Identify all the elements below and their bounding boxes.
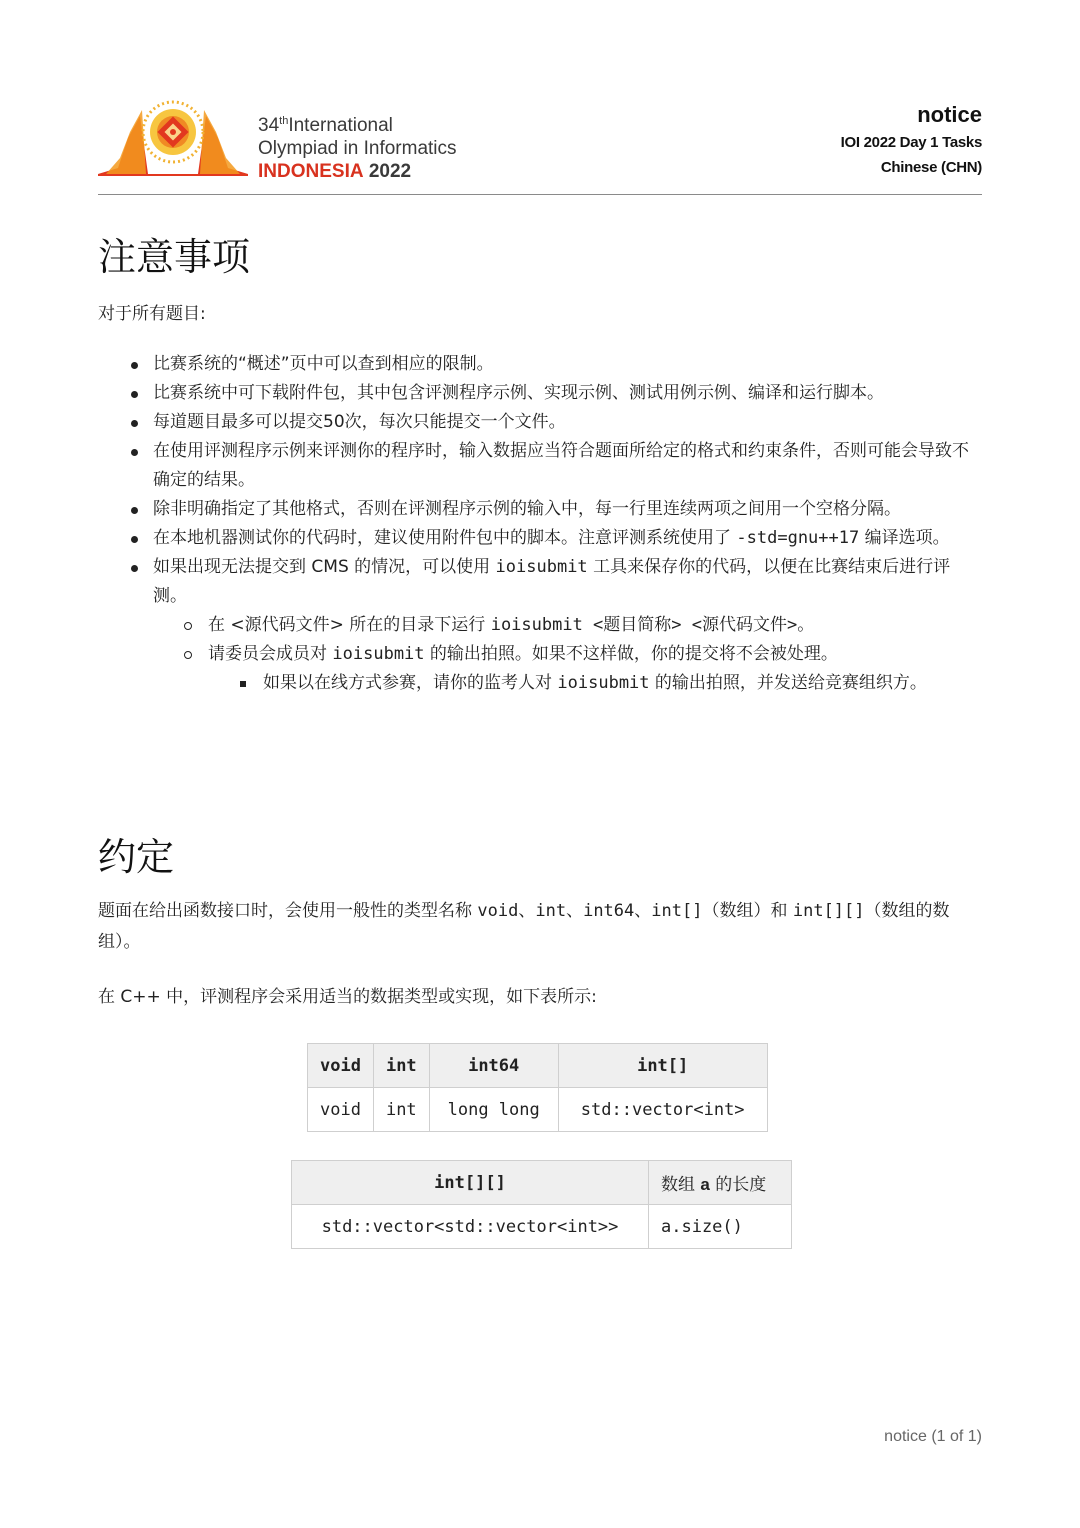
list-item: 比赛系统的“概述”页中可以查到相应的限制。 <box>98 350 982 379</box>
table-cell: int <box>373 1088 429 1132</box>
table-header-cell: int[][] <box>292 1161 649 1205</box>
table-row <box>292 1205 792 1249</box>
notes-list <box>98 350 982 698</box>
document-page <box>98 0 982 1528</box>
table-cell: void <box>308 1088 374 1132</box>
table-cell: std::vector<std::vector<int>> <box>292 1205 649 1249</box>
sub-list-item: 请委员会成员对 ioisubmit 的输出拍照。如果不这样做，你的提交将不会被处理。 如果以在线方式参赛，请你的监考人对 ioisubmit 的输出拍照，并发送给竞赛组织方。 <box>153 640 982 698</box>
sub-list <box>153 611 982 698</box>
list-item: 如果出现无法提交到 CMS 的情况，可以使用 ioisubmit 工具来保存你的代码，以便在比赛结束后进行评测。 在 <源代码文件> 所在的目录下运行 ioisubmit <题目简称> <源代码文件>。 请委员会成员对 ioisubmit 的输出拍照。如果不这样做，你的提交将不会被处理。 如果以在线方式参赛，请你的监考人对 ioisubmit 的输出拍照，并发送给竞赛组织方。 <box>98 553 982 698</box>
cpp-paragraph: 在 C++ 中，评测程序会采用适当的数据类型或实现，如下表所示: <box>98 987 597 1007</box>
conventions-paragraph: 题面在给出函数接口时，会使用一般性的类型名称 void、int、int64、int[]（数组）和 int[][]（数组的数组）。 <box>98 901 950 952</box>
sub-sub-list-item: 如果以在线方式参赛，请你的监考人对 ioisubmit 的输出拍照，并发送给竞赛组织方。 <box>208 669 982 698</box>
list-item: 在使用评测程序示例来评测你的程序时，输入数据应当符合题面所给定的格式和约束条件，否则可能会导致不确定的结果。 <box>98 437 982 495</box>
page-header <box>98 96 982 195</box>
list-item: 除非明确指定了其他格式，否则在评测程序示例的输入中，每一行里连续两项之间用一个空格分隔。 <box>98 495 982 524</box>
table-cell: long long <box>429 1088 558 1132</box>
sub-sub-list <box>208 669 982 698</box>
table-header-row <box>308 1044 768 1088</box>
table-header-cell: int[] <box>558 1044 767 1088</box>
table-header-cell: int <box>373 1044 429 1088</box>
table-row <box>308 1088 768 1132</box>
table-cell: a.size() <box>649 1205 792 1249</box>
table-header-cell: void <box>308 1044 374 1088</box>
types-table <box>307 1043 768 1132</box>
table-cell: std::vector<int> <box>558 1088 767 1132</box>
page-footer: notice (1 of 1) <box>884 1428 982 1445</box>
table-header-row <box>292 1161 792 1205</box>
ioi-logo-icon <box>98 98 248 176</box>
section-title-conventions: 约定 <box>98 835 175 879</box>
ioi-brand-text: 34thInternational Olympiad in Informatics INDONESIA 2022 <box>258 115 457 182</box>
doc-title: notice <box>917 102 982 127</box>
doc-language: Chinese (CHN) <box>880 159 982 176</box>
list-item: 在本地机器测试你的代码时，建议使用附件包中的脚本。注意评测系统使用了 -std=gnu++17 编译选项。 <box>98 524 982 553</box>
sub-list-item: 在 <源代码文件> 所在的目录下运行 ioisubmit <题目简称> <源代码文件>。 <box>153 611 982 640</box>
doc-subtitle: IOI 2022 Day 1 Tasks <box>840 134 982 151</box>
section-intro: 对于所有题目: <box>98 304 206 324</box>
array-types-table <box>291 1160 792 1249</box>
list-item: 每道题目最多可以提交50次，每次只能提交一个文件。 <box>98 408 982 437</box>
table-header-cell: 数组 a 的长度 <box>649 1161 792 1205</box>
section-title-notes: 注意事项 <box>98 235 251 279</box>
header-meta <box>841 100 982 180</box>
list-item: 比赛系统中可下载附件包，其中包含评测程序示例、实现示例、测试用例示例、编译和运行脚本。 <box>98 379 982 408</box>
table-header-cell: int64 <box>429 1044 558 1088</box>
